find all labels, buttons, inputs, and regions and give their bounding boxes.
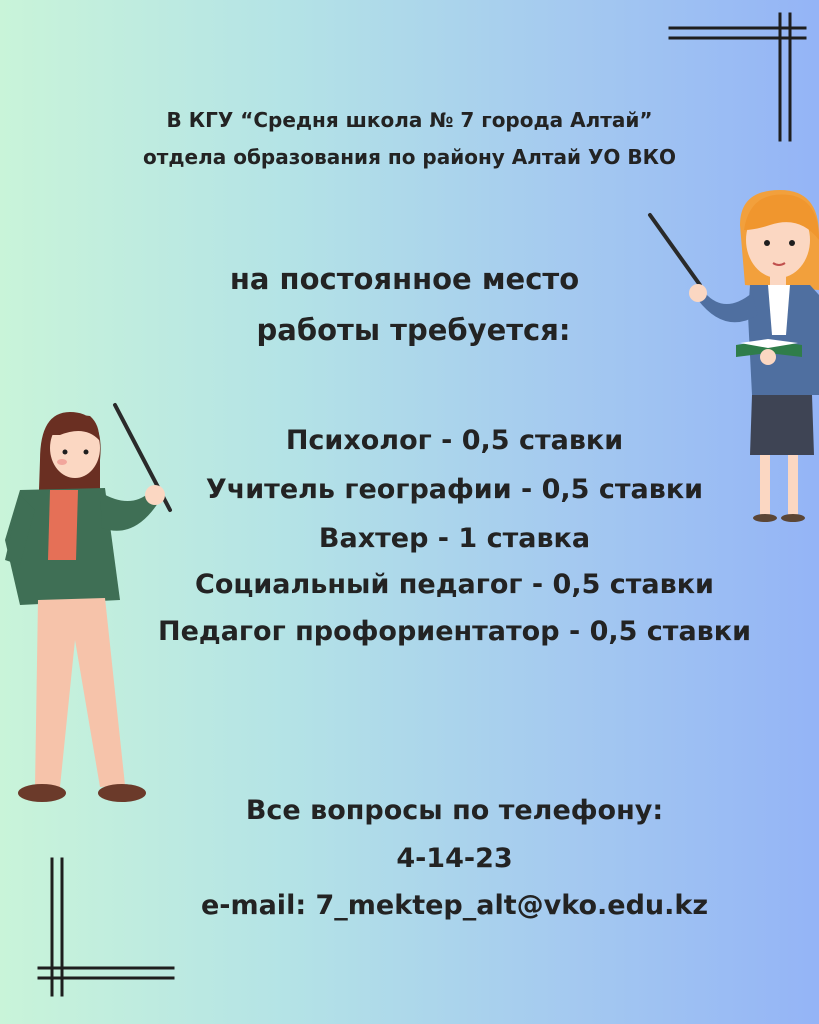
contacts-question: Все вопросы по телефону: bbox=[245, 795, 664, 826]
position-item: Педагог профориентатор - 0,5 ставки bbox=[157, 616, 751, 647]
teacher-with-pointer-illustration bbox=[0, 400, 180, 815]
position-item: Вахтер - 1 ставка bbox=[318, 523, 591, 554]
position-item: Психолог - 0,5 ставки bbox=[285, 425, 624, 456]
contacts-email: e-mail: 7_mektep_alt@vko.edu.kz bbox=[200, 890, 709, 921]
subtitle-line-2: работы требуется: bbox=[256, 313, 571, 347]
position-item: Социальный педагог - 0,5 ставки bbox=[195, 569, 714, 600]
header-line-2: отдела образования по району Алтай УО ВКО bbox=[143, 145, 676, 169]
position-item: Учитель географии - 0,5 ставки bbox=[205, 474, 704, 505]
subtitle-line-1: на постоянное место bbox=[229, 262, 580, 296]
corner-frame-bottom-left-icon bbox=[35, 855, 185, 1000]
contacts-phone: 4-14-23 bbox=[396, 843, 513, 874]
header-line-1: В КГУ “Средня школа № 7 города Алтай” bbox=[166, 108, 653, 132]
